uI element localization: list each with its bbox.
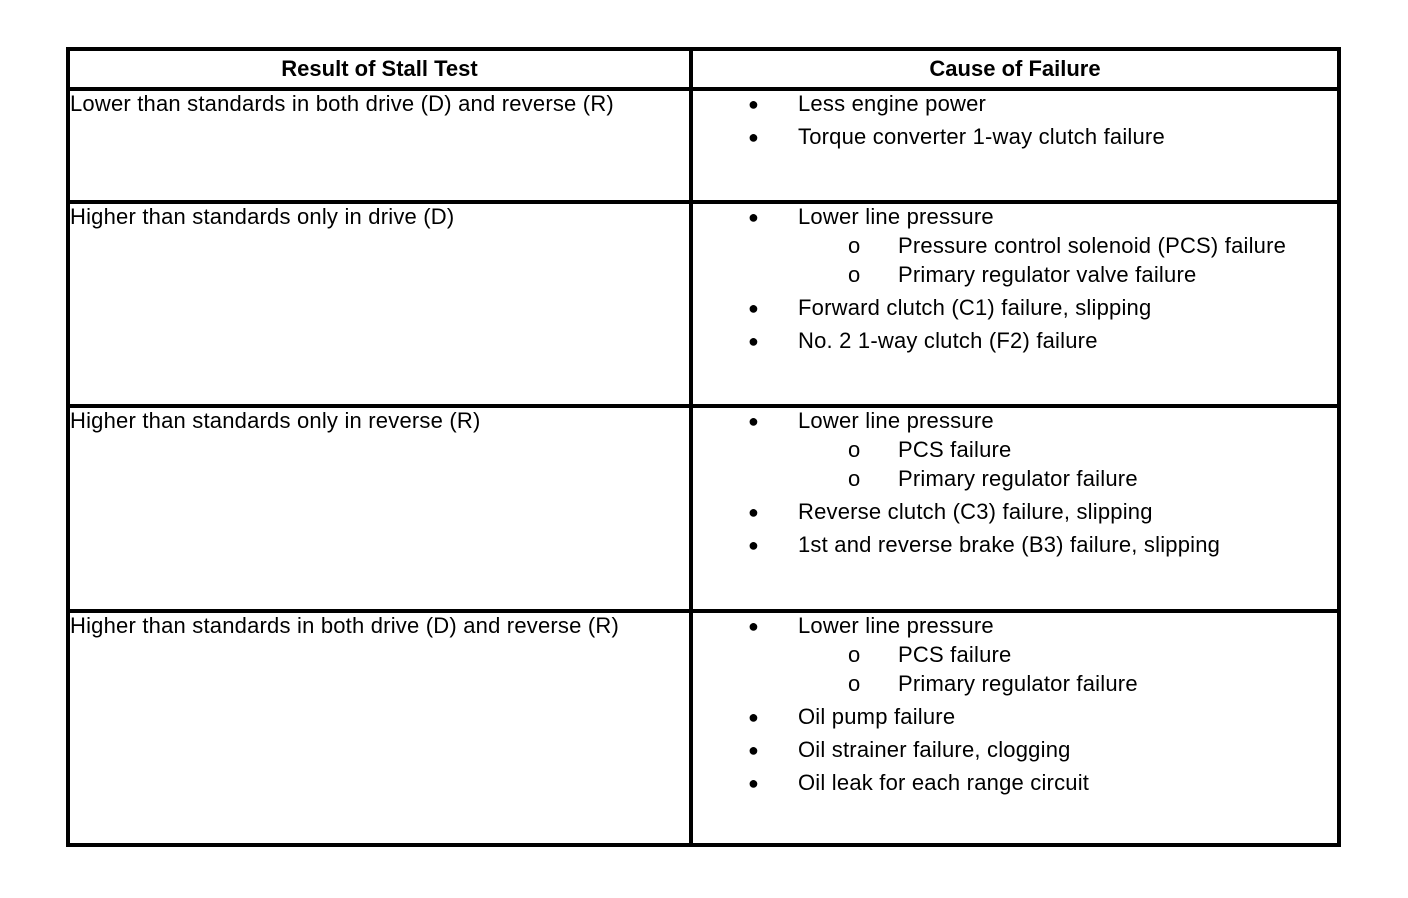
bullet-icon: ● (748, 331, 760, 351)
cause-item (693, 704, 1337, 730)
sub-cause-item (693, 466, 1337, 492)
circle-bullet-icon: o (848, 437, 861, 462)
sub-cause-item (693, 671, 1337, 697)
cause-item (693, 204, 1337, 288)
cause-text: Oil strainer failure, clogging (798, 737, 1071, 762)
cause-text: Lower line pressure (798, 408, 994, 433)
cause-item (693, 613, 1337, 697)
header-cause: Cause of Failure (691, 49, 1339, 89)
cause-item (693, 295, 1337, 321)
bullet-icon: ● (748, 773, 760, 793)
table-row (68, 406, 1339, 611)
table-row (68, 611, 1339, 845)
cause-item (693, 737, 1337, 763)
cause-text: No. 2 1-way clutch (F2) failure (798, 328, 1098, 353)
cause-item (693, 91, 1337, 117)
cause-cell (691, 202, 1339, 406)
sub-cause-text: PCS failure (898, 437, 1012, 462)
sub-cause-text: Pressure control solenoid (PCS) failure (898, 233, 1287, 258)
cause-item (693, 328, 1337, 354)
sub-cause-item (693, 642, 1337, 668)
bullet-icon: ● (748, 207, 760, 227)
sub-cause-list (798, 437, 1337, 492)
circle-bullet-icon: o (848, 233, 861, 258)
result-cell: Higher than standards only in reverse (R) (68, 406, 691, 611)
cause-text: Lower line pressure (798, 613, 994, 638)
table-row (68, 89, 1339, 202)
bullet-icon: ● (748, 740, 760, 760)
cause-item (693, 408, 1337, 492)
result-cell: Higher than standards only in drive (D) (68, 202, 691, 406)
cause-list (693, 204, 1337, 354)
sub-cause-item (693, 262, 1337, 288)
bullet-icon: ● (748, 94, 760, 114)
cause-item (693, 770, 1337, 796)
bullet-icon: ● (748, 502, 760, 522)
result-cell: Lower than standards in both drive (D) and reverse (R) (68, 89, 691, 202)
bullet-icon: ● (748, 707, 760, 727)
cause-item (693, 499, 1337, 525)
header-row (68, 49, 1339, 89)
bullet-icon: ● (748, 127, 760, 147)
bullet-icon: ● (748, 298, 760, 318)
sub-cause-text: PCS failure (898, 642, 1012, 667)
sub-cause-item (693, 437, 1337, 463)
cause-text: Less engine power (798, 91, 987, 116)
cause-list (693, 613, 1337, 796)
sub-cause-list (798, 642, 1337, 697)
cause-list (693, 408, 1337, 558)
sub-cause-list (798, 233, 1337, 288)
cause-text: Oil leak for each range circuit (798, 770, 1090, 795)
result-cell: Higher than standards in both drive (D) and reverse (R) (68, 611, 691, 845)
cause-text: 1st and reverse brake (B3) failure, slipping (798, 532, 1221, 557)
table-row (68, 202, 1339, 406)
sub-cause-text: Primary regulator failure (898, 466, 1138, 491)
circle-bullet-icon: o (848, 642, 861, 667)
cause-text: Lower line pressure (798, 204, 994, 229)
cause-cell (691, 611, 1339, 845)
circle-bullet-icon: o (848, 262, 861, 287)
cause-text: Oil pump failure (798, 704, 956, 729)
bullet-icon: ● (748, 616, 760, 636)
circle-bullet-icon: o (848, 671, 861, 696)
cause-cell (691, 406, 1339, 611)
circle-bullet-icon: o (848, 466, 861, 491)
header-result: Result of Stall Test (68, 49, 691, 89)
cause-text: Reverse clutch (C3) failure, slipping (798, 499, 1153, 524)
sub-cause-text: Primary regulator failure (898, 671, 1138, 696)
sub-cause-item (693, 233, 1337, 259)
bullet-icon: ● (748, 411, 760, 431)
stall-test-table (66, 47, 1341, 847)
cause-item (693, 124, 1337, 150)
cause-item (693, 532, 1337, 558)
bullet-icon: ● (748, 535, 760, 555)
cause-cell (691, 89, 1339, 202)
cause-text: Forward clutch (C1) failure, slipping (798, 295, 1152, 320)
sub-cause-text: Primary regulator valve failure (898, 262, 1197, 287)
cause-list (693, 91, 1337, 150)
cause-text: Torque converter 1-way clutch failure (798, 124, 1165, 149)
